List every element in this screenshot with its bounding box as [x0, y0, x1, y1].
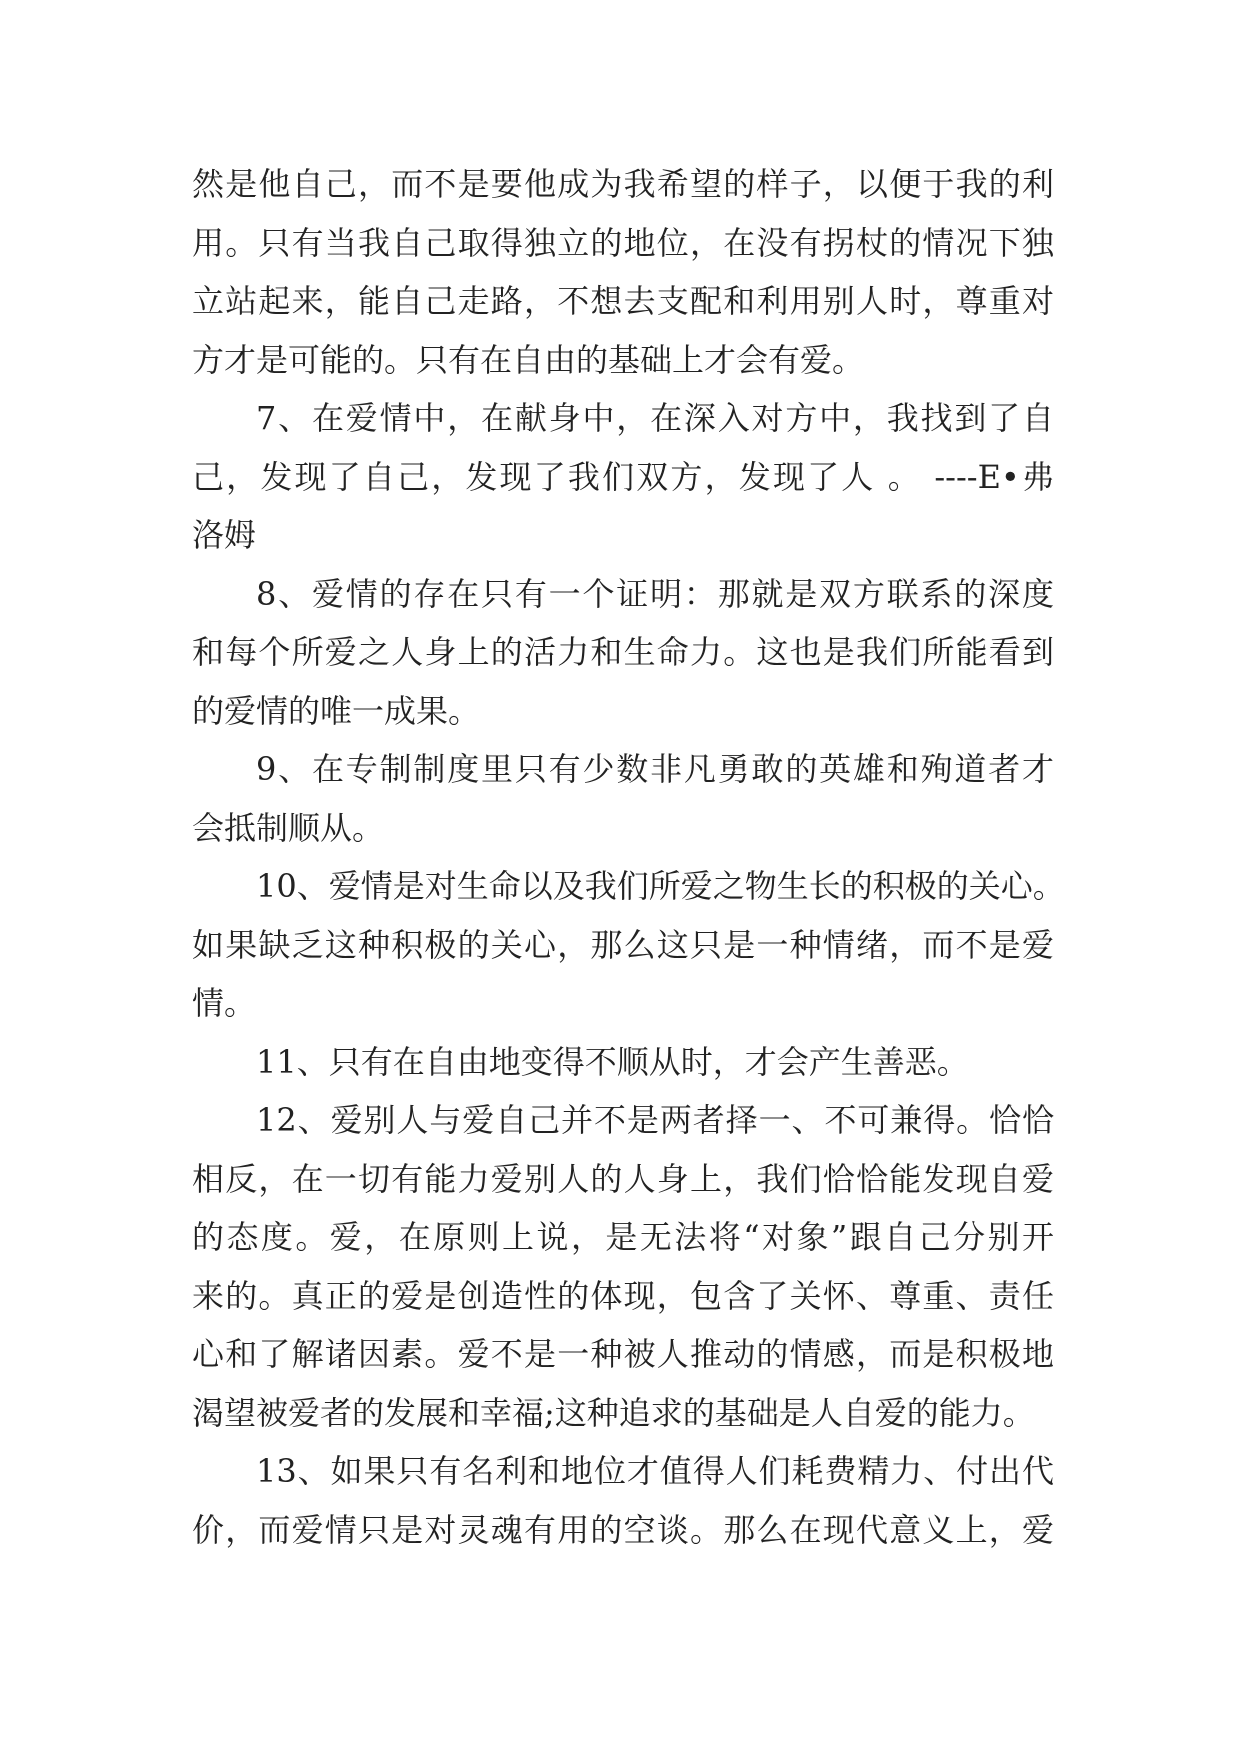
text-line: 立站起来，能自己走路，不想去支配和利用别人时，尊重对	[192, 282, 1054, 320]
text-line: 8、爱情的存在只有一个证明：那就是双方联系的深度	[256, 574, 1054, 613]
text-line: 9、在专制制度里只有少数非凡勇敢的英雄和殉道者才	[256, 750, 1054, 788]
paragraph	[192, 1033, 1054, 1092]
text-line: 洛姆	[192, 516, 257, 554]
text-line: 12、爱别人与爱自己并不是两者择一、不可兼得。恰恰	[256, 1101, 1054, 1139]
text-line: 来的。真正的爱是创造性的体现，包含了关怀、尊重、责任	[192, 1276, 1054, 1315]
text-line: 心和了解诸因素。爱不是一种被人推动的情感，而是积极地	[192, 1335, 1054, 1373]
text-line: 7、在爱情中，在献身中，在深入对方中，我找到了自	[256, 399, 1054, 437]
paragraph	[192, 565, 1054, 741]
text-line: 然是他自己，而不是要他成为我希望的样子，以便于我的利	[192, 165, 1054, 203]
paragraph	[192, 1442, 1054, 1559]
paragraph	[192, 857, 1065, 1033]
text-line: 情。	[192, 984, 257, 1022]
text-line: 的爱情的唯一成果。	[192, 691, 481, 730]
paragraph	[192, 155, 1054, 389]
paragraph	[192, 1091, 1054, 1442]
paragraph	[192, 389, 1054, 565]
text-line: 如果缺乏这种积极的关心，那么这只是一种情绪，而不是爱	[192, 925, 1054, 964]
text-line: 13、如果只有名利和地位才值得人们耗费精力、付出代	[256, 1452, 1054, 1490]
text-line: 和每个所爱之人身上的活力和生命力。这也是我们所能看到	[192, 633, 1054, 671]
text-line: 会抵制顺从。	[192, 808, 385, 847]
paragraph	[192, 740, 1054, 857]
text-line: 渴望被爱者的发展和幸福;这种追求的基础是人自爱的能力。	[192, 1393, 1035, 1432]
text-line: 的态度。爱，在原则上说，是无法将“对象”跟自己分别开	[192, 1218, 1054, 1256]
text-line: 己，发现了自己，发现了我们双方，发现了人 。 ----E•弗	[192, 457, 1054, 496]
text-line: 11、只有在自由地变得不顺从时，才会产生善恶。	[256, 1042, 969, 1081]
text-line: 用。只有当我自己取得独立的地位，在没有拐杖的情况下独	[192, 223, 1054, 262]
text-line: 方才是可能的。只有在自由的基础上才会有爱。	[192, 340, 865, 379]
text-line: 10、爱情是对生命以及我们所爱之物生长的积极的关心。	[256, 867, 1065, 905]
text-line: 价，而爱情只是对灵魂有用的空谈。那么在现代意义上，爱	[192, 1510, 1054, 1549]
text-line: 相反，在一切有能力爱别人的人身上，我们恰恰能发现自爱	[192, 1159, 1054, 1198]
document-body	[192, 155, 1065, 1559]
